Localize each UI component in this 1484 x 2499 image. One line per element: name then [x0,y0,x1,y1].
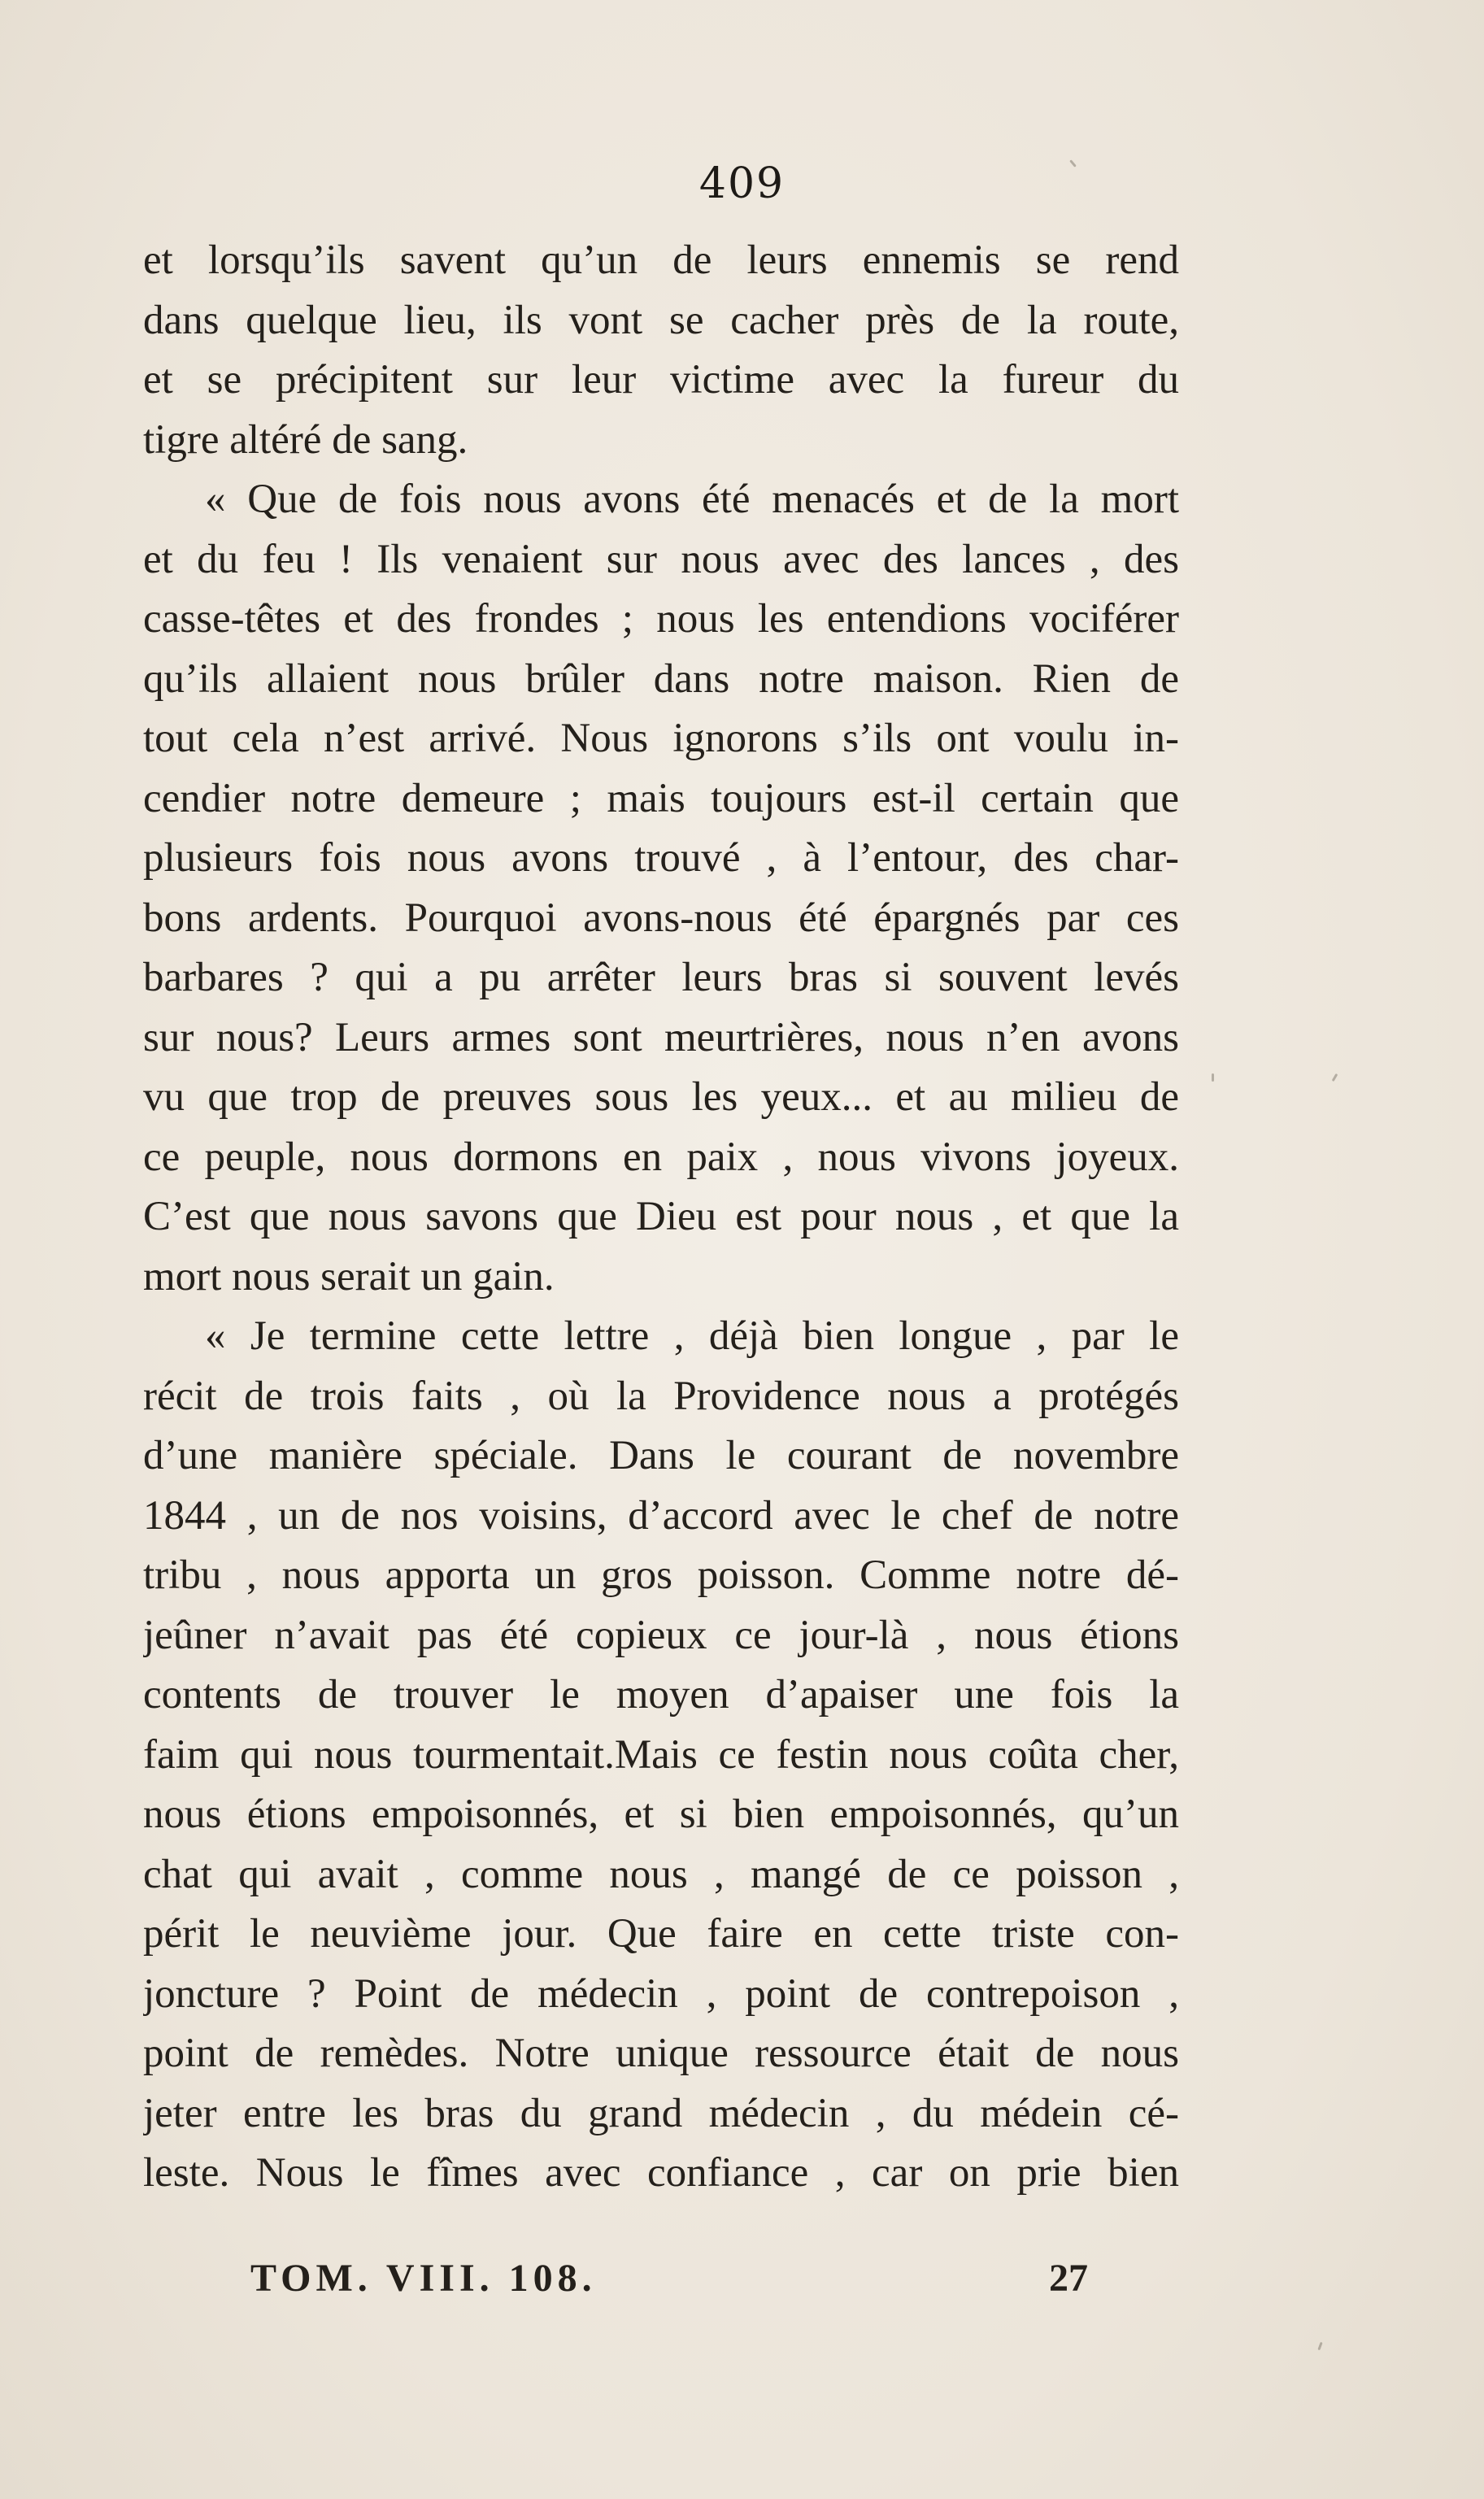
text-line: « Que de fois nous avons été menacés et de la mort [205,477,1179,522]
text-line: tout cela n’est arrivé. Nous ignorons s’ils ont voulu in- [143,716,1179,761]
text-line: nous étions empoisonnés, et si bien empoisonnés, qu’un [143,1792,1179,1837]
text-line: récit de trois faits , où la Providence nous a protégés [143,1373,1179,1419]
body-text [143,231,1179,2204]
text-line: qu’ils allaient nous brûler dans notre maison. Rien de [143,655,1179,702]
text-line: barbares ? qui a pu arrêter leurs bras si souvent levés [143,955,1179,1000]
paragraph [143,231,1179,470]
text-line: C’est que nous savons que Dieu est pour nous , et que la [143,1194,1179,1239]
text-line: chat qui avait , comme nous , mangé de ce poisson , [143,1851,1179,1897]
text-line: joncture ? Point de médecin , point de contrepoison , [143,1970,1179,2017]
paper-speck [1332,1073,1338,1082]
text-line: dans quelque lieu, ils vont se cacher près de la route, [143,297,1179,343]
text-line: d’une manière spéciale. Dans le courant de novembre [143,1433,1179,1478]
text-line: tribu , nous apporta un gros poisson. Comme notre dé- [143,1552,1179,1598]
text-line: et du feu ! Ils venaient sur nous avec des lances , des [143,536,1179,582]
text-line: sur nous? Leurs armes sont meurtrières, nous n’en avons [143,1014,1179,1060]
text-line: « Je termine cette lettre , déjà bien longue , par le [205,1313,1179,1359]
paper-speck [1317,2342,1322,2350]
paper-speck [1212,1073,1214,1082]
text-line: 1844 , un de nos voisins, d’accord avec le chef de notre [143,1492,1179,1539]
text-line: bons ardents. Pourquoi avons-nous été épargnés par ces [143,895,1179,941]
text-line: plusieurs fois nous avons trouvé , à l’entour, des char- [143,835,1179,881]
text-line: et lorsqu’ils savent qu’un de leurs ennemis se rend [143,237,1179,283]
text-line: faim qui nous tourmentait.Mais ce festin nous coûta cher, [143,1731,1179,1778]
paragraph [143,1307,1179,2204]
text-line: vu que trop de preuves sous les yeux... et au milieu de [143,1074,1179,1120]
text-line: leste. Nous le fîmes avec confiance , car on prie bien [143,2150,1179,2196]
signature-mark: TOM. VIII. 108. [250,2257,597,2300]
text-line: casse-têtes et des frondes ; nous les entendions vociférer [143,596,1179,642]
text-line: cendier notre demeure ; mais toujours est-il certain que [143,775,1179,821]
text-line: point de remèdes. Notre unique ressource était de nous [143,2031,1179,2076]
paragraph [143,470,1179,1307]
text-line: contents de trouver le moyen d’apaiser une fois la [143,1672,1179,1718]
page-number: 409 [698,159,786,208]
text-line: et se précipitent sur leur victime avec la fureur du [143,357,1179,403]
text-line: ce peuple, nous dormons en paix , nous vivons joyeux. [143,1134,1179,1180]
text-line: jeter entre les bras du grand médecin , du médein cé- [143,2090,1179,2136]
text-line: périt le neuvième jour. Que faire en cette triste con- [143,1911,1179,1957]
text-line: mort nous serait un gain. [143,1253,555,1300]
page-footer [250,2256,1088,2313]
text-line: jeûner n’avait pas été copieux ce jour-là , nous étions [143,1612,1179,1658]
text-line: tigre altéré de sang. [143,416,468,463]
sheet-number: 27 [1049,2257,1088,2300]
